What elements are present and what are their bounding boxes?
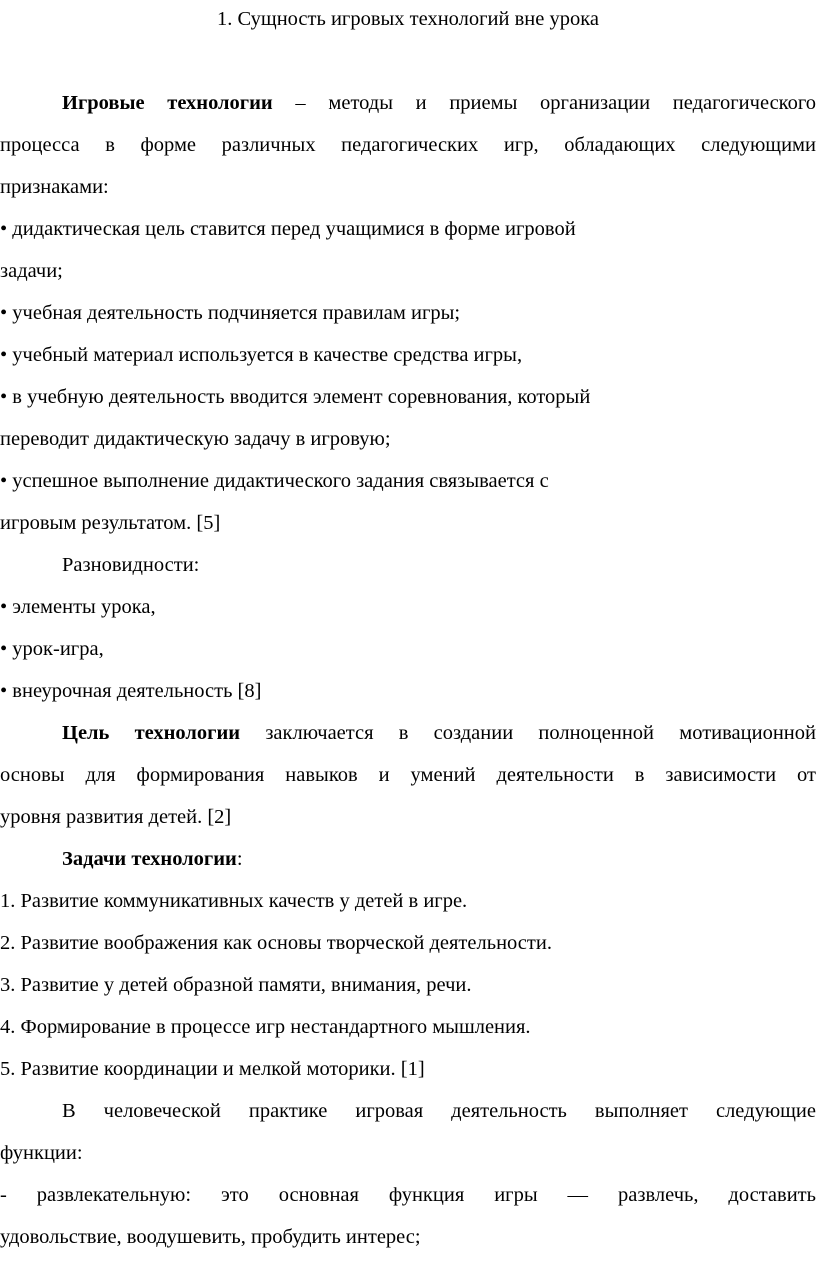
feature-item-4-cont: переводит дидактическую задачу в игровую; — [0, 428, 391, 450]
paragraph-goal-line-1: Цель технологии заключается в создании полноценной мотивационной — [62, 722, 816, 744]
task-item-1: 1. Развитие коммуникативных качеств у детей в игре. — [0, 890, 468, 912]
feature-item-5: • успешное выполнение дидактического задания связывается с — [0, 470, 549, 492]
paragraph-functions-line-1: В человеческой практике игровая деятельность выполняет следующие — [62, 1100, 816, 1122]
varieties-heading: Разновидности: — [62, 554, 200, 576]
task-item-3: 3. Развитие у детей образной памяти, внимания, речи. — [0, 974, 472, 996]
variety-item-3: • внеурочная деятельность [8] — [0, 680, 262, 702]
feature-item-1: • дидактическая цель ставится перед учащимися в форме игровой — [0, 218, 576, 240]
task-item-5: 5. Развитие координации и мелкой моторики. [1] — [0, 1058, 425, 1080]
feature-item-4: • в учебную деятельность вводится элемент соревнования, который — [0, 386, 591, 408]
paragraph-functions-line-2: функции: — [0, 1142, 83, 1164]
feature-item-3: • учебный материал используется в качестве средства игры, — [0, 344, 523, 366]
paragraph-goal-line-3: уровня развития детей. [2] — [0, 806, 232, 828]
term-game-technologies: Игровые технологии — [62, 92, 273, 114]
paragraph-definition-line-3: признаками: — [0, 176, 109, 198]
tasks-heading: Задачи технологии: — [62, 848, 243, 870]
feature-item-2: • учебная деятельность подчиняется правилам игры; — [0, 302, 461, 324]
paragraph-definition-line-2: процесса в форме различных педагогических игр, обладающих следующими — [0, 134, 816, 156]
function-item-entertainment: - развлекательную: это основная функция игры — развлечь, доставить — [0, 1184, 816, 1206]
task-item-4: 4. Формирование в процессе игр нестандартного мышления. — [0, 1016, 531, 1038]
function-item-entertainment-cont: удовольствие, воодушевить, пробудить интерес; — [0, 1226, 421, 1248]
feature-item-5-cont: игровым результатом. [5] — [0, 512, 221, 534]
variety-item-1: • элементы урока, — [0, 596, 156, 618]
paragraph-goal-line-2: основы для формирования навыков и умений деятельности в зависимости от — [0, 764, 816, 786]
variety-item-2: • урок-игра, — [0, 638, 104, 660]
page-title: 1. Сущность игровых технологий вне урока — [217, 8, 599, 30]
feature-item-1-cont: задачи; — [0, 260, 63, 282]
paragraph-definition-line-1: Игровые технологии – методы и приемы организации педагогического — [62, 92, 816, 114]
task-item-2: 2. Развитие воображения как основы творческой деятельности. — [0, 932, 552, 954]
term-goal: Цель технологии — [62, 722, 241, 744]
term-tasks: Задачи технологии — [62, 848, 237, 870]
